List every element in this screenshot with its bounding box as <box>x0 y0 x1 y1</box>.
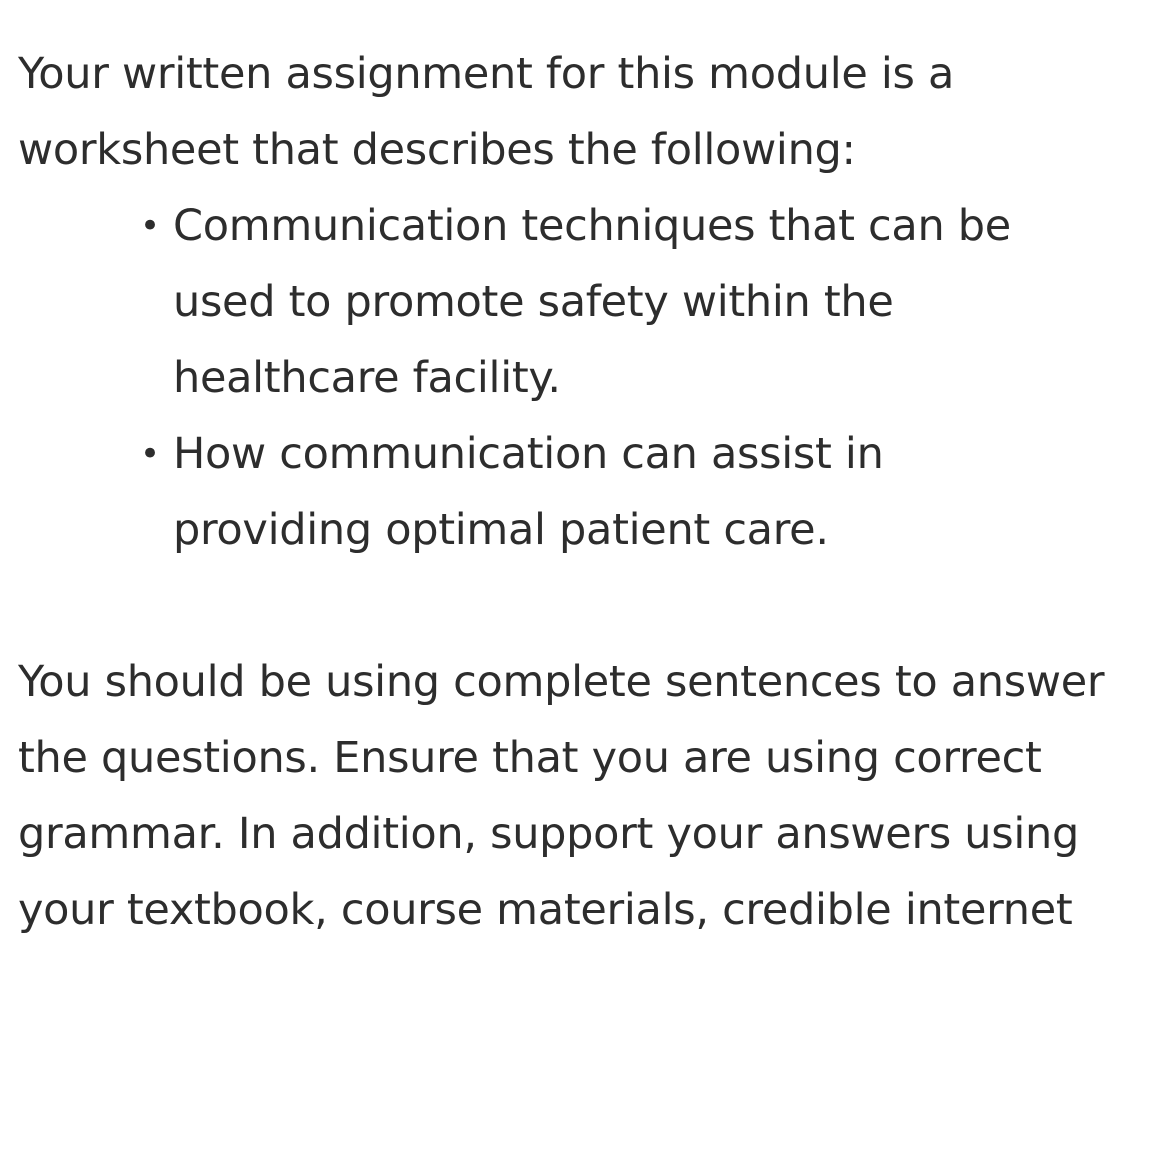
list-item-line: How communication can assist in <box>173 429 884 479</box>
instructions-line: You should be using complete sentences to answer <box>18 657 1105 707</box>
list-item-line: healthcare facility. <box>173 353 561 403</box>
assignment-document <box>18 36 1163 948</box>
instructions-line: the questions. Ensure that you are using correct <box>18 733 1042 783</box>
bullet-icon: • <box>140 434 160 474</box>
instructions-line: grammar. In addition, support your answers using <box>18 809 1079 859</box>
list-item <box>18 188 1163 416</box>
paragraph-spacer <box>18 568 1163 644</box>
requirements-list <box>18 188 1163 568</box>
list-item-line: providing optimal patient care. <box>173 505 829 555</box>
bullet-icon: • <box>140 206 160 246</box>
list-item-line: used to promote safety within the <box>173 277 894 327</box>
intro-line: worksheet that describes the following: <box>18 125 856 175</box>
intro-line: Your written assignment for this module is a <box>18 49 955 99</box>
list-item <box>18 416 1163 568</box>
list-item-line: Communication techniques that can be <box>173 201 1011 251</box>
instructions-line: your textbook, course materials, credible internet <box>18 885 1073 935</box>
instructions-paragraph <box>18 644 1163 948</box>
intro-paragraph <box>18 36 1163 188</box>
